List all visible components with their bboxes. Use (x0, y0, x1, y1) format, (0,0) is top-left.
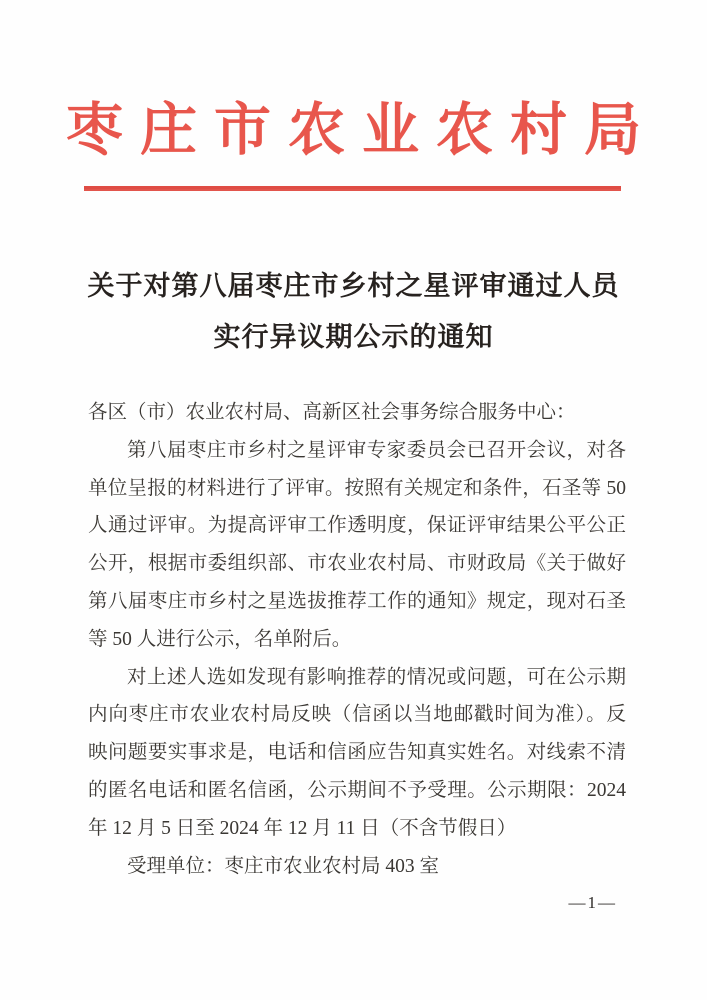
body-line: 对上述人选如发现有影响推荐的情况或问题，可在公示期 (127, 666, 626, 688)
letterhead-double-rule (84, 186, 621, 191)
body-line: 映问题要实事求是，电话和信函应告知真实姓名。对线索不清 (88, 742, 626, 764)
letterhead-agency-name: 枣庄市农业农村局 (66, 99, 658, 162)
body-line: 等 50 人进行公示，名单附后。 (88, 628, 352, 650)
notice-body (88, 394, 626, 885)
body-line: 的匿名电话和匿名信函，公示期间不予受理。公示期限：2024 (88, 779, 626, 801)
body-line: 内向枣庄市农业农村局反映（信函以当地邮戳时间为准）。反 (88, 704, 626, 726)
body-line: 第八届枣庄市乡村之星选拔推荐工作的通知》规定，现对石圣 (88, 590, 626, 612)
body-line-salutation: 各区（市）农业农村局、高新区社会事务综合服务中心： (88, 402, 576, 423)
body-line-accepting-unit: 受理单位：枣庄市农业农村局 403 室 (127, 855, 440, 877)
body-line: 第八届枣庄市乡村之星评审专家委员会已召开会议，对各 (127, 439, 626, 461)
body-line: 年 12 月 5 日至 2024 年 12 月 11 日（不含节假日） (88, 817, 517, 839)
body-line: 单位呈报的材料进行了评审。按照有关规定和条件，石圣等 50 (88, 477, 626, 499)
notice-title (0, 261, 707, 363)
notice-title-line2: 实行异议期公示的通知 (213, 322, 494, 352)
notice-title-line1: 关于对第八届枣庄市乡村之星评审通过人员 (87, 271, 620, 301)
body-line: 公开，根据市委组织部、市农业农村局、市财政局《关于做好 (88, 553, 626, 575)
body-line: 人通过评审。为提高评审工作透明度，保证评审结果公平公正 (88, 515, 626, 537)
page-number: —1— (568, 893, 617, 912)
